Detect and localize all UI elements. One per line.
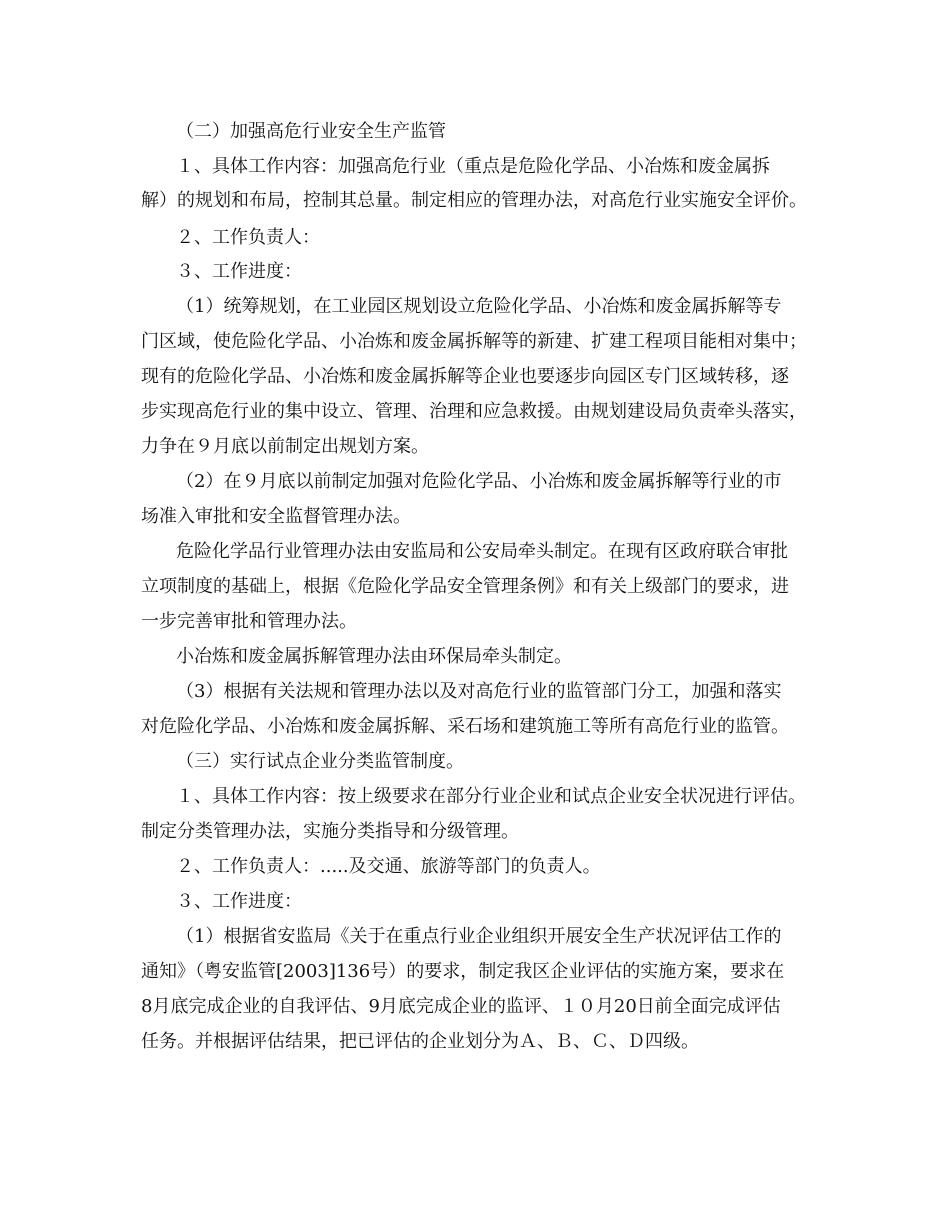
paragraph-line: 一步完善审批和管理办法。 (141, 611, 357, 632)
paragraph-line: 危险化学品行业管理办法由安监局和公安局牵头制定。在现有区政府联合审批 (176, 541, 788, 562)
paragraph-line: 任务。并根据评估结果，把已评估的企业划分为Ａ、Ｂ、Ｃ、Ｄ四级。 (141, 1031, 699, 1052)
paragraph-line: ３、工作进度： (176, 891, 302, 912)
paragraph-line: （1）统筹规划，在工业园区规划设立危险化学品、小冶炼和废金属拆解等专 (176, 296, 782, 317)
paragraph-line: １、具体工作内容：加强高危行业（重点是危险化学品、小冶炼和废金属拆 (176, 156, 770, 177)
paragraph-line: 步实现高危行业的集中设立、管理、治理和应急救援。由规划建设局负责牵头落实， (141, 401, 807, 422)
paragraph-line: 通知》（粤安监管[2003]136号）的要求，制定我区企业评估的实施方案，要求在 (141, 961, 785, 982)
paragraph-line: 场准入审批和安全监督管理办法。 (141, 506, 411, 527)
paragraph-line: 8月底完成企业的自我评估、9月底完成企业的监评、１０月20日前全面完成评估 (141, 996, 781, 1017)
section-heading-3: （三）实行试点企业分类监管制度。 (176, 751, 464, 772)
paragraph-line: 小冶炼和废金属拆解管理办法由环保局牵头制定。 (176, 646, 572, 667)
paragraph-line: ３、工作进度： (176, 261, 302, 282)
paragraph-line: １、具体工作内容：按上级要求在部分行业企业和试点企业安全状况进行评估。 (176, 786, 806, 807)
paragraph-line: 现有的危险化学品、小冶炼和废金属拆解等企业也要逐步向园区专门区域转移，逐 (141, 366, 789, 387)
paragraph-line: ２、工作负责人：.....及交通、旅游等部门的负责人。 (176, 856, 601, 877)
paragraph-line: （2）在９月底以前制定加强对危险化学品、小冶炼和废金属拆解等行业的市 (176, 471, 782, 492)
paragraph-line: （3）根据有关法规和管理办法以及对高危行业的监管部门分工，加强和落实 (176, 681, 782, 702)
paragraph-line: ２、工作负责人： (176, 227, 320, 248)
paragraph-line: 解）的规划和布局，控制其总量。制定相应的管理办法，对高危行业实施安全评价。 (141, 190, 807, 211)
paragraph-line: 对危险化学品、小冶炼和废金属拆解、采石场和建筑施工等所有高危行业的监管。 (141, 716, 789, 737)
paragraph-line: 力争在９月底以前制定出规划方案。 (141, 436, 429, 457)
paragraph-line: 门区域，使危险化学品、小冶炼和废金属拆解等的新建、扩建工程项目能相对集中； (141, 331, 807, 352)
paragraph-line: （1）根据省安监局《关于在重点行业企业组织开展安全生产状况评估工作的 (176, 926, 782, 947)
section-heading-2: （二）加强高危行业安全生产监管 (176, 121, 446, 142)
paragraph-line: 制定分类管理办法，实施分类指导和分级管理。 (141, 821, 519, 842)
paragraph-line: 立项制度的基础上，根据《危险化学品安全管理条例》和有关上级部门的要求，进 (141, 576, 789, 597)
